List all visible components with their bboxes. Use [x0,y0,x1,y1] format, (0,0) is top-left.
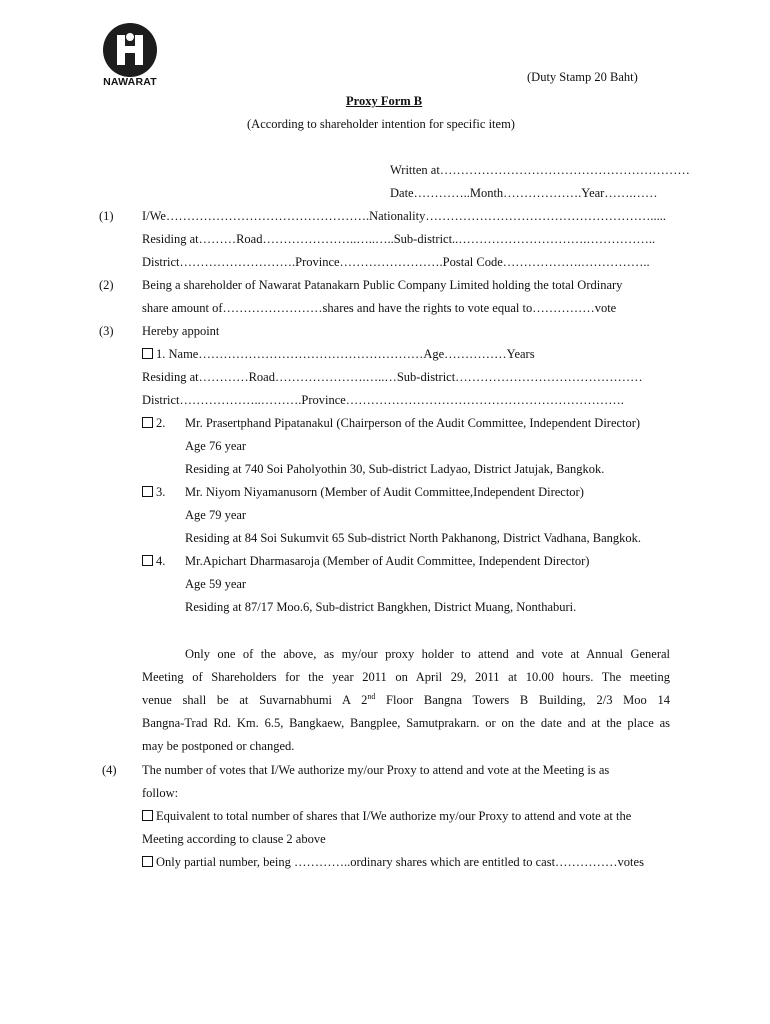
venue-text-b: Floor Bangna Towers B Building, 2/3 Moo 14 [375,693,670,707]
proxy-3-age: Age 79 year [185,508,247,522]
section-4-number: (4) [102,763,117,777]
proxy-option-3-checkbox[interactable] [142,486,153,497]
proxy-4-age: Age 59 year [185,577,247,591]
proxy-option-1 [142,346,535,362]
proxy-paragraph-line-2: Meeting of Shareholders for the year 2011 on April 29, 2011 at 10.00 hours. The meeting [142,670,670,684]
proxy-option-1-residence-field[interactable]: Residing at…………Road………………….…..…Sub-district……………………………………… [142,370,643,384]
residence-road-field[interactable]: Residing at………Road…………………..…..…..Sub-district..………………………….…………….. [142,232,656,246]
proxy-option-2-checkbox[interactable] [142,417,153,428]
proxy-3-name: Mr. Niyom Niyamanusorn (Member of Audit Committee,Independent Director) [185,485,584,499]
proxy-option-4-checkbox[interactable] [142,555,153,566]
form-subtitle: (According to shareholder intention for specific item) [247,117,515,131]
proxy-2-age: Age 76 year [185,439,247,453]
vote-option-all-checkbox[interactable] [142,810,153,821]
proxy-option-4-number: 4. [156,554,166,568]
name-nationality-field[interactable]: I/We………………………………………….Nationality………………………………………………..... [142,209,666,223]
duty-stamp-note: (Duty Stamp 20 Baht) [527,70,638,84]
written-at-field[interactable]: Written at…………………………………………………… [390,163,690,177]
proxy-paragraph-line-4: Bangna-Trad Rd. Km. 6.5, Bangkaew, Bangplee, Samutprakarn. or on the date and at the place as [142,716,670,730]
vote-option-all [142,808,631,824]
logo-company-name: NAWARAT [103,76,157,88]
venue-text-a: venue shall be at Suvarnabhumi A 2 [142,693,368,707]
proxy-2-name: Mr. Prasertphand Pipatanakul (Chairperson of the Audit Committee, Independent Director) [185,416,641,430]
vote-option-all-label-2: Meeting according to clause 2 above [142,832,326,846]
shareholder-statement: Being a shareholder of Nawarat Patanakarn Public Company Limited holding the total Ordinary [142,278,623,292]
proxy-paragraph-line-3 [142,692,670,708]
proxy-paragraph-line-1: Only one of the above, as my/our proxy holder to attend and vote at Annual General [185,647,670,661]
proxy-option-2 [142,415,165,431]
vote-option-all-label: Equivalent to total number of shares that I/We authorize my/our Proxy to attend and vote at the [156,809,632,823]
votes-statement: The number of votes that I/We authorize my/our Proxy to attend and vote at the Meeting is as [142,763,610,777]
proxy-option-3 [142,484,165,500]
proxy-option-1-checkbox[interactable] [142,348,153,359]
venue-text-sup: nd [367,691,376,701]
share-amount-field[interactable]: share amount of……………………shares and have the rights to vote equal to……………vote [142,301,617,315]
hereby-appoint-label: Hereby appoint [142,324,220,338]
proxy-2-address: Residing at 740 Soi Paholyothin 30, Sub-district Ladyao, District Jatujak, Bangkok. [185,462,605,476]
vote-option-partial-checkbox[interactable] [142,856,153,867]
proxy-3-address: Residing at 84 Soi Sukumvit 65 Sub-district North Pakhanong, District Vadhana, Bangkok. [185,531,641,545]
proxy-paragraph-line-5: may be postponed or changed. [142,739,295,753]
vote-option-partial [142,854,644,870]
proxy-option-3-number: 3. [156,485,166,499]
nawarat-logo [99,23,161,89]
votes-statement-follow: follow: [142,786,179,800]
proxy-4-name: Mr.Apichart Dharmasaroja (Member of Audit Committee, Independent Director) [185,554,590,568]
district-province-field[interactable]: District……………………….Province…………………….Postal Code……………….…………….. [142,255,650,269]
date-field[interactable]: Date…………..Month……………….Year…….…… [390,186,658,200]
vote-option-partial-field[interactable]: Only partial number, being …………..ordinary shares which are entitled to cast……………votes [156,855,644,869]
proxy-option-1-district-field[interactable]: District………………..……….Province…………………………………………………………. [142,393,624,407]
proxy-option-4 [142,553,165,569]
proxy-4-address: Residing at 87/17 Moo.6, Sub-district Bangkhen, District Muang, Nonthaburi. [185,600,577,614]
proxy-option-1-name-field[interactable]: 1. Name………………………………………………Age……………Years [156,347,535,361]
proxy-option-2-number: 2. [156,416,166,430]
section-1-number: (1) [99,209,114,223]
section-2-number: (2) [99,278,114,292]
form-title: Proxy Form B [346,94,423,108]
section-3-number: (3) [99,324,114,338]
